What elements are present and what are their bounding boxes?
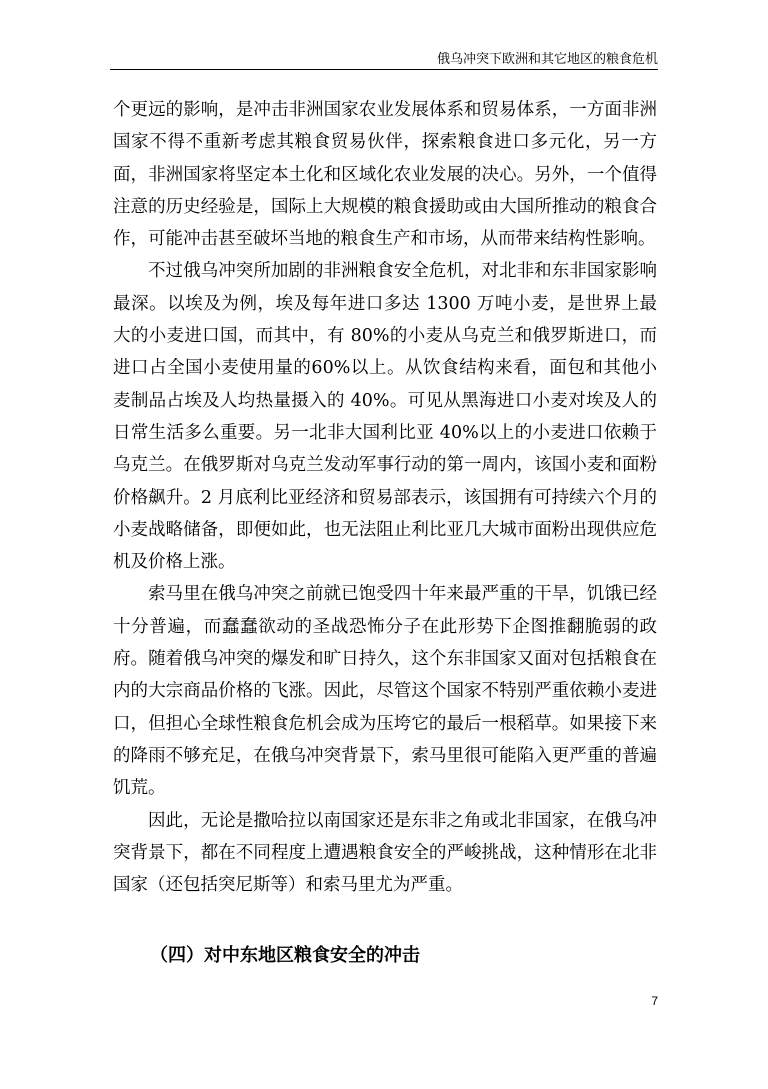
paragraph-conclusion: 因此，无论是撒哈拉以南国家还是东非之角或北非国家，在俄乌冲突背景下，都在不同程度上遭遇粮食安全的严峻挑战，这种情形在北非国家（还包括突尼斯等）和索马里尤为严重。 (113, 810, 657, 896)
paragraph-north-east-africa: 不过俄乌冲突所加剧的非洲粮食安全危机，对北非和东非国家影响最深。以埃及为例，埃及每年进口多达 1300 万吨小麦，是世界上最大的小麦进口国，而其中，有 80%的小麦从乌克兰和俄罗斯进口，而进口占全国小麦使用量的60%以上。从饮食结构来看，面包和其他小麦制品占埃及人均热量摄入的 40%。可见从黑海进口小麦对埃及人的日常生活多么重要。另一北非大国利比亚 40%以上的小麦进口依赖于乌克兰。在俄罗斯对乌克兰发动军事行动的第一周内，该国小麦和面粉价格飙升。2 月底利比亚经济和贸易部表示，该国拥有可持续六个月的小麦战略储备，即便如此，也无法阻止利比亚几大城市面粉出现供应危机及价格上涨。 (113, 261, 657, 573)
header-rule (110, 69, 658, 70)
paragraph-continued: 个更远的影响，是冲击非洲国家农业发展体系和贸易体系，一方面非洲国家不得不重新考虑其粮食贸易伙伴，探索粮食进口多元化，另一方面，非洲国家将坚定本土化和区域化农业发展的决心。另外，一个值得注意的历史经验是，国际上大规模的粮食援助或由大国所推动的粮食合作，可能冲击甚至破坏当地的粮食生产和市场，从而带来结构性影响。 (113, 100, 657, 250)
running-header: 俄乌冲突下欧洲和其它地区的粮食危机 (436, 52, 658, 67)
paragraph-somalia: 索马里在俄乌冲突之前就已饱受四十年来最严重的干旱，饥饿已经十分普遍，而蠢蠢欲动的圣战恐怖分子在此形势下企图推翻脆弱的政府。随着俄乌冲突的爆发和旷日持久，这个东非国家又面对包括粮食在内的大宗商品价格的飞涨。因此，尽管这个国家不特别严重依赖小麦进口，但担心全球性粮食危机会成为压垮它的最后一根稻草。如果接下来的降雨不够充足，在俄乌冲突背景下，索马里很可能陷入更严重的普遍饥荒。 (113, 584, 657, 799)
page-number: 7 (651, 994, 658, 1008)
body-text (113, 94, 657, 901)
section-heading: （四）对中东地区粮食安全的冲击 (150, 945, 420, 966)
